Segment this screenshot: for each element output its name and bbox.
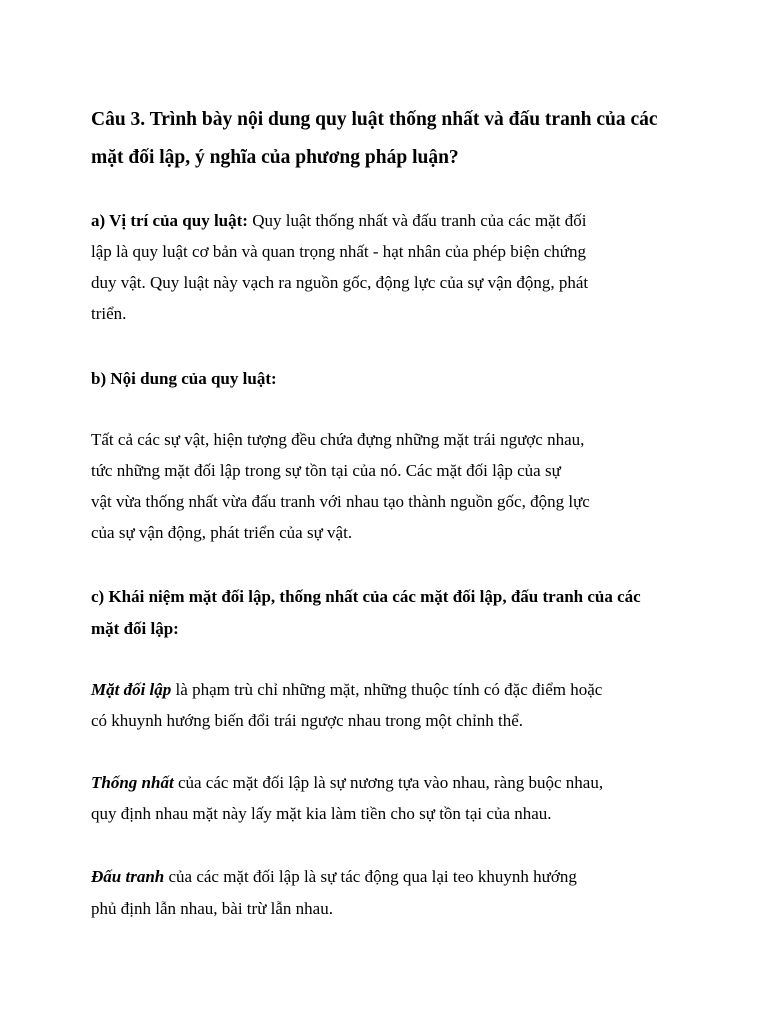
definition-mat-doi-lap-line-2: có khuynh hướng biến đổi trái ngược nhau trong một chỉnh thể.	[91, 711, 524, 730]
section-a-heading: a) Vị trí của quy luật:	[91, 211, 248, 230]
section-a-line-3: duy vật. Quy luật này vạch ra nguồn gốc, động lực của sự vận động, phát	[91, 273, 589, 292]
section-a-line-1	[91, 211, 586, 231]
section-b-line-1: Tất cả các sự vật, hiện tượng đều chứa đựng những mặt trái ngược nhau,	[91, 430, 585, 449]
definition-dau-tranh-line-2: phủ định lẫn nhau, bài trừ lẫn nhau.	[91, 899, 333, 918]
section-b-heading: b) Nội dung của quy luật:	[91, 369, 277, 388]
section-c-heading-line-2: mặt đối lập:	[91, 619, 179, 638]
section-b-line-3: vật vừa thống nhất vừa đấu tranh với nhau tạo thành nguồn gốc, động lực	[91, 492, 590, 511]
section-b-line-4: của sự vận động, phát triển của sự vật.	[91, 523, 353, 542]
definition-dau-tranh-line-1	[91, 867, 577, 887]
section-c-heading-line-1: c) Khái niệm mặt đối lập, thống nhất của các mặt đối lập, đấu tranh của các	[91, 587, 641, 606]
term-dau-tranh: Đấu tranh	[91, 867, 165, 886]
definition-mat-doi-lap-line-1	[91, 680, 602, 700]
section-a-text: Quy luật thống nhất và đấu tranh của các mặt đối	[247, 211, 587, 230]
definition-mat-doi-lap-text: là phạm trù chỉ những mặt, những thuộc tính có đặc điểm hoặc	[171, 680, 603, 699]
question-title-line-1: Câu 3. Trình bày nội dung quy luật thống nhất và đấu tranh của các	[91, 109, 658, 130]
definition-thong-nhat-line-1	[91, 773, 603, 793]
term-thong-nhat: Thống nhất	[91, 773, 174, 792]
section-b-line-2: tức những mặt đối lập trong sự tồn tại của nó. Các mặt đối lập của sự	[91, 461, 561, 480]
definition-thong-nhat-text: của các mặt đối lập là sự nương tựa vào nhau, ràng buộc nhau,	[173, 773, 604, 792]
definition-dau-tranh-text: của các mặt đối lập là sự tác động qua lại teo khuynh hướng	[164, 867, 577, 886]
question-title-line-2: mặt đối lập, ý nghĩa của phương pháp luận?	[91, 147, 459, 168]
section-a-line-4: triển.	[91, 304, 127, 323]
term-mat-doi-lap: Mặt đối lập	[91, 680, 172, 699]
section-a-line-2: lập là quy luật cơ bản và quan trọng nhất - hạt nhân của phép biện chứng	[91, 242, 586, 261]
definition-thong-nhat-line-2: quy định nhau mặt này lấy mặt kia làm tiền cho sự tồn tại của nhau.	[91, 804, 552, 823]
